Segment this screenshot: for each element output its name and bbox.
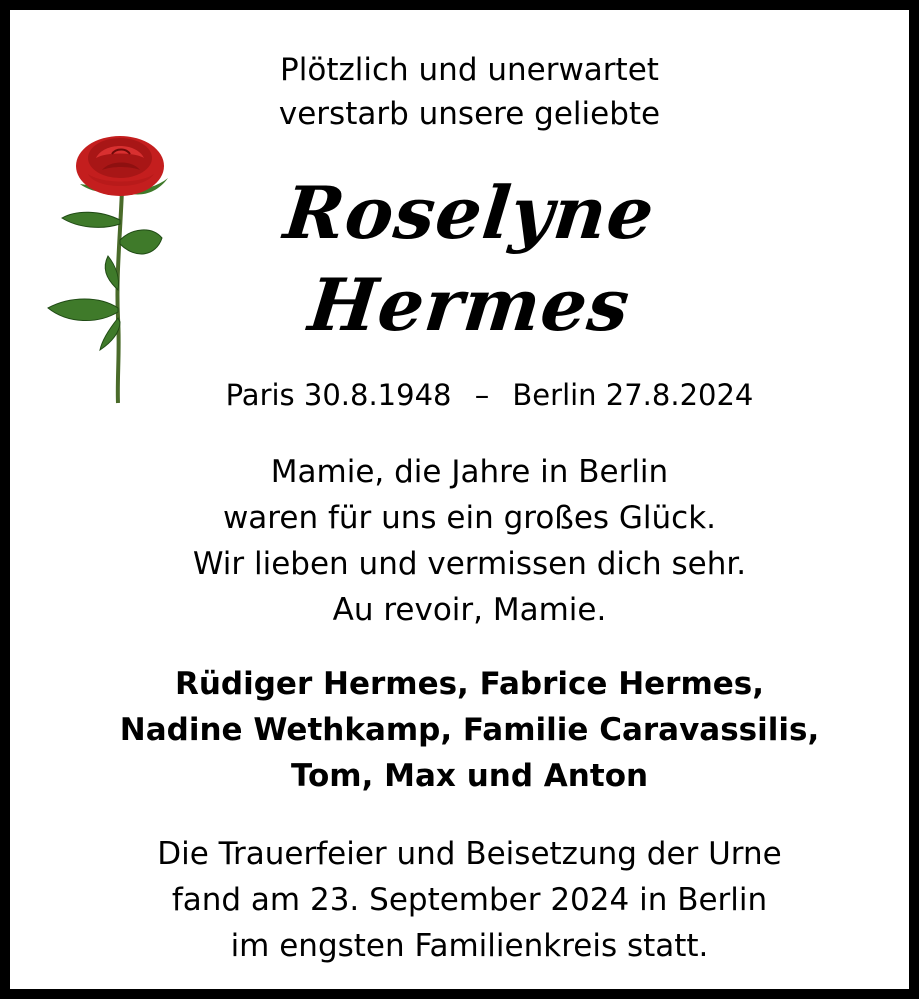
deceased-last-name: Hermes: [304, 262, 635, 347]
intro-line-1: Plötzlich und unerwartet: [280, 52, 659, 88]
verse-line-1: Mamie, die Jahre in Berlin: [270, 454, 669, 490]
dates-separator: –: [474, 378, 490, 412]
verse-line-2: waren für uns ein großes Glück.: [222, 500, 717, 536]
funeral-info-line-1: Die Trauerfeier und Beisetzung der Urne: [157, 836, 782, 872]
verse-line-3: Wir lieben und vermissen dich sehr.: [192, 546, 747, 582]
birth-date: Paris 30.8.1948: [225, 378, 452, 412]
mourners-line-3: Tom, Max und Anton: [290, 758, 649, 794]
intro-line-2: verstarb unsere geliebte: [278, 96, 661, 132]
funeral-info-line-3: im engsten Familienkreis statt.: [230, 928, 709, 964]
life-dates: [30, 378, 919, 412]
verse-line-4: Au revoir, Mamie.: [332, 592, 607, 628]
mourners-line-1: Rüdiger Hermes, Fabrice Hermes,: [174, 666, 765, 702]
death-date: Berlin 27.8.2024: [512, 378, 754, 412]
funeral-info-line-2: fand am 23. September 2024 in Berlin: [171, 882, 768, 918]
deceased-first-name: Roselyne: [280, 170, 659, 255]
mourners-line-2: Nadine Wethkamp, Familie Caravassilis,: [119, 712, 820, 748]
